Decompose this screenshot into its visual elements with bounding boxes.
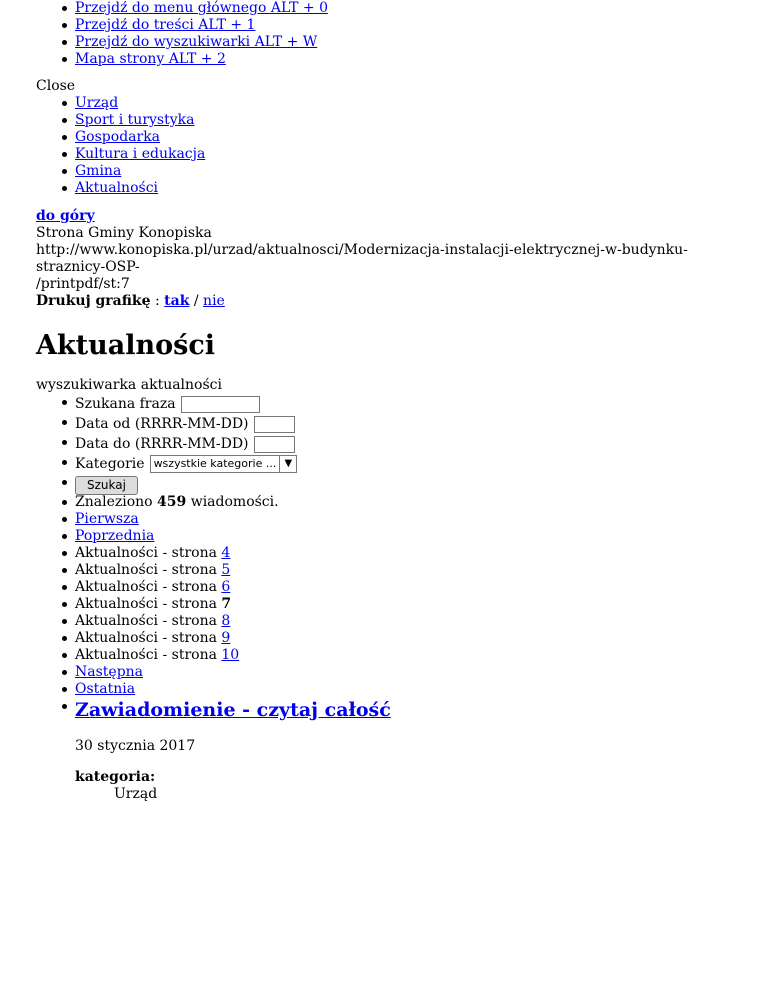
skip-to-main-menu-link[interactable]: Przejdź do menu głównego ALT + 0 bbox=[75, 0, 328, 16]
pagination-page-prefix: Aktualności - strona bbox=[75, 545, 222, 561]
news-list bbox=[36, 698, 732, 803]
category-select[interactable] bbox=[150, 455, 298, 473]
news-category-label: kategoria: bbox=[75, 769, 156, 785]
news-item bbox=[36, 698, 732, 803]
results-summary-item bbox=[36, 494, 732, 511]
menu-link-gmina[interactable]: Gmina bbox=[75, 163, 122, 179]
news-meta bbox=[75, 769, 732, 803]
main-menu-item bbox=[36, 112, 732, 129]
pagination-current-page: 7 bbox=[221, 596, 232, 612]
skip-links bbox=[36, 0, 732, 68]
search-phrase-input[interactable] bbox=[181, 396, 260, 413]
print-graphics bbox=[36, 293, 732, 310]
pagination-item bbox=[36, 664, 732, 681]
pagination-first-link[interactable]: Pierwsza bbox=[75, 511, 139, 527]
results-summary bbox=[36, 494, 732, 511]
pagination-page-prefix: Aktualności - strona bbox=[75, 562, 222, 578]
main-menu-item bbox=[36, 146, 732, 163]
print-graphics-no-link[interactable]: nie bbox=[203, 293, 225, 309]
pagination-item bbox=[36, 596, 732, 613]
pagination-next-link[interactable]: Następna bbox=[75, 664, 144, 680]
pagination-page-link[interactable]: 5 bbox=[221, 562, 231, 578]
search-form bbox=[36, 394, 732, 494]
pagination-item bbox=[36, 579, 732, 596]
print-graphics-slash: / bbox=[189, 293, 204, 309]
pagination-page-link[interactable]: 10 bbox=[221, 647, 240, 663]
search-button[interactable]: Szukaj bbox=[75, 476, 138, 495]
skip-link-item bbox=[36, 17, 732, 34]
sitemap-link[interactable]: Mapa strony ALT + 2 bbox=[75, 51, 226, 67]
date-from-row bbox=[36, 414, 732, 434]
search-caption: wyszukiwarka aktualności bbox=[36, 377, 222, 393]
to-top-wrap bbox=[36, 208, 732, 225]
main-menu bbox=[36, 95, 732, 197]
page-url bbox=[36, 242, 732, 293]
print-graphics-colon: : bbox=[150, 293, 165, 309]
main-menu-item bbox=[36, 129, 732, 146]
menu-link-gospodarka[interactable]: Gospodarka bbox=[75, 129, 161, 145]
date-to-row bbox=[36, 434, 732, 454]
news-title-link[interactable]: Zawiadomienie - czytaj całość bbox=[75, 699, 391, 721]
news-date: 30 stycznia 2017 bbox=[75, 738, 196, 754]
site-name: Strona Gminy Konopiska bbox=[36, 225, 212, 241]
print-graphics-label: Drukuj grafikę bbox=[36, 293, 151, 309]
menu-link-sport[interactable]: Sport i turystyka bbox=[75, 112, 195, 128]
category-select-value: wszystkie kategorie ... bbox=[153, 457, 277, 470]
triangle-down-icon: ▼ bbox=[279, 456, 296, 472]
pagination-item bbox=[36, 511, 732, 528]
news-title bbox=[75, 698, 732, 722]
category-row bbox=[36, 454, 732, 474]
menu-link-kultura[interactable]: Kultura i edukacja bbox=[75, 146, 206, 162]
main-menu-item bbox=[36, 163, 732, 180]
pagination-page-prefix: Aktualności - strona bbox=[75, 630, 222, 646]
date-from-label: Data od (RRRR-MM-DD) bbox=[75, 416, 249, 432]
skip-link-item bbox=[36, 34, 732, 51]
pagination-page-prefix: Aktualności - strona bbox=[75, 579, 222, 595]
main-menu-item bbox=[36, 95, 732, 112]
page-url-line-1: http://www.konopiska.pl/urzad/aktualnosci/Modernizacja-instalacji-elektrycznej-w-budynku-straznicy-OSP- bbox=[36, 242, 688, 275]
page-title: Aktualności bbox=[36, 330, 216, 361]
pagination-page-link[interactable]: 4 bbox=[221, 545, 231, 561]
main-menu-item bbox=[36, 180, 732, 197]
pagination-item bbox=[36, 681, 732, 698]
pagination-page-prefix: Aktualności - strona bbox=[75, 613, 222, 629]
pagination-item bbox=[36, 545, 732, 562]
pagination-prev-link[interactable]: Poprzednia bbox=[75, 528, 155, 544]
date-to-input[interactable] bbox=[254, 436, 295, 453]
menu-link-aktualnosci[interactable]: Aktualności bbox=[75, 180, 159, 196]
search-submit-row bbox=[36, 474, 732, 494]
page-url-line-2: /printpdf/st:7 bbox=[36, 276, 130, 292]
pagination-last-link[interactable]: Ostatnia bbox=[75, 681, 136, 697]
date-from-input[interactable] bbox=[254, 416, 295, 433]
pagination-page-link[interactable]: 8 bbox=[221, 613, 231, 629]
to-top-link[interactable]: do góry bbox=[36, 208, 95, 224]
close-label[interactable]: Close bbox=[36, 78, 76, 94]
pagination-page-link[interactable]: 6 bbox=[221, 579, 231, 595]
category-label: Kategorie bbox=[75, 456, 145, 472]
date-to-label: Data do (RRRR-MM-DD) bbox=[75, 436, 249, 452]
results-count: 459 bbox=[157, 494, 187, 510]
skip-to-content-link[interactable]: Przejdź do treści ALT + 1 bbox=[75, 17, 256, 33]
pagination-item bbox=[36, 613, 732, 630]
pagination-page-link[interactable]: 9 bbox=[221, 630, 231, 646]
skip-link-item bbox=[36, 0, 732, 17]
pagination bbox=[36, 511, 732, 698]
menu-link-urzad[interactable]: Urząd bbox=[75, 95, 119, 111]
results-suffix: wiadomości. bbox=[186, 494, 279, 510]
pagination-item bbox=[36, 647, 732, 664]
search-phrase-label: Szukana fraza bbox=[75, 396, 176, 412]
skip-to-search-link[interactable]: Przejdź do wyszukiwarki ALT + W bbox=[75, 34, 318, 50]
results-prefix: Znaleziono bbox=[75, 494, 158, 510]
pagination-page-prefix: Aktualności - strona bbox=[75, 596, 222, 612]
search-phrase-row bbox=[36, 394, 732, 414]
pagination-item bbox=[36, 630, 732, 647]
pagination-item bbox=[36, 562, 732, 579]
pagination-item bbox=[36, 528, 732, 545]
pagination-page-prefix: Aktualności - strona bbox=[75, 647, 222, 663]
print-graphics-yes-link[interactable]: tak bbox=[164, 293, 190, 309]
news-category-value: Urząd bbox=[114, 786, 158, 802]
skip-link-item bbox=[36, 51, 732, 68]
